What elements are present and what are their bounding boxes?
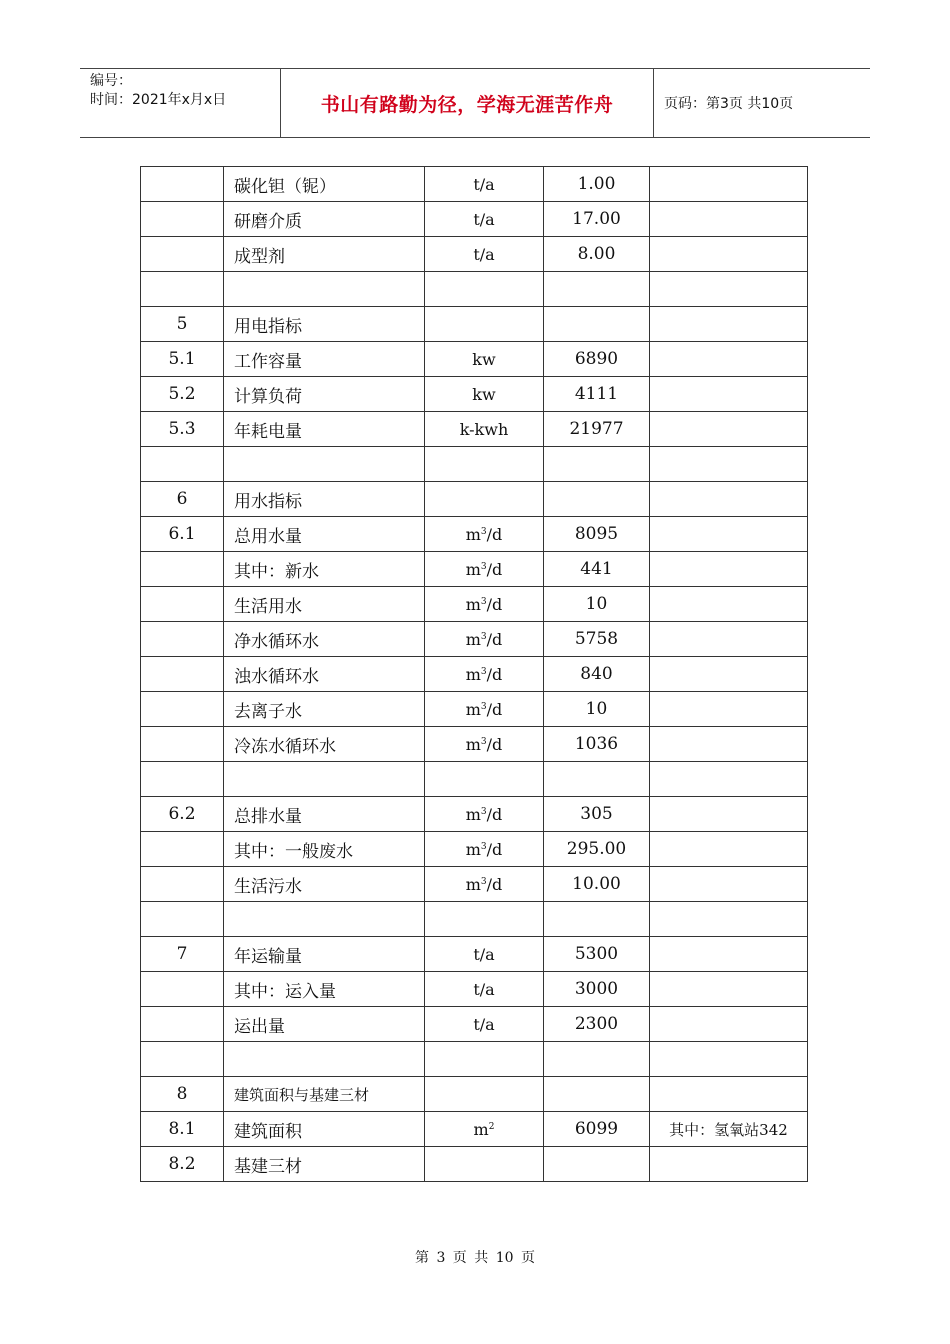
unit-suffix: /d: [486, 524, 503, 544]
value-cell: 3000: [544, 972, 650, 1007]
item-name-cell: 去离子水: [224, 692, 425, 727]
item-name-cell: 冷冻水循环水: [224, 727, 425, 762]
note-cell: [650, 517, 808, 552]
unit-exponent: 3: [480, 701, 487, 712]
unit-exponent: 3: [480, 631, 487, 642]
unit-cell: [425, 412, 544, 447]
value-cell: 441: [544, 552, 650, 587]
unit-cell: [425, 622, 544, 657]
item-number-cell: [141, 202, 224, 237]
item-name-cell: [224, 272, 425, 307]
table-row: [141, 867, 808, 902]
item-name-cell: 其中：一般废水: [224, 832, 425, 867]
unit-base: m: [465, 734, 481, 754]
value-cell: [544, 272, 650, 307]
unit-cell: [425, 552, 544, 587]
value-cell: [544, 447, 650, 482]
note-cell: [650, 587, 808, 622]
note-cell: [650, 1042, 808, 1077]
unit-cell: [425, 762, 544, 797]
value-cell: [544, 307, 650, 342]
item-name-cell: 其中：新水: [224, 552, 425, 587]
value-cell: 1036: [544, 727, 650, 762]
unit-exponent: 3: [480, 876, 487, 887]
unit-cell: [425, 1077, 544, 1112]
unit-cell: [425, 797, 544, 832]
item-name-cell: 计算负荷: [224, 377, 425, 412]
unit-cell: [425, 692, 544, 727]
unit-cell: [425, 307, 544, 342]
note-cell: [650, 902, 808, 937]
table-row: [141, 412, 808, 447]
item-number-cell: 8.1: [141, 1112, 224, 1147]
table-row: [141, 657, 808, 692]
value-cell: [544, 1147, 650, 1182]
value-cell: 10: [544, 587, 650, 622]
item-name-cell: 碳化钽（铌）: [224, 167, 425, 202]
value-cell: 10.00: [544, 867, 650, 902]
note-cell: 其中：氢氧站342: [650, 1112, 808, 1147]
table-row: [141, 482, 808, 517]
unit-suffix: /d: [486, 839, 503, 859]
unit-cell: [425, 342, 544, 377]
unit-exponent: 3: [480, 806, 487, 817]
value-cell: 6890: [544, 342, 650, 377]
item-name-cell: 总排水量: [224, 797, 425, 832]
value-cell: 305: [544, 797, 650, 832]
item-name-cell: 工作容量: [224, 342, 425, 377]
unit-exponent: 3: [480, 596, 487, 607]
item-number-cell: 6: [141, 482, 224, 517]
item-name-cell: 年运输量: [224, 937, 425, 972]
header-meta: [80, 69, 281, 137]
table-row: [141, 307, 808, 342]
item-number-cell: [141, 622, 224, 657]
page-footer: 第 3 页 共 10 页: [415, 1250, 535, 1266]
item-number-cell: [141, 657, 224, 692]
note-cell: [650, 622, 808, 657]
item-number-cell: 5.1: [141, 342, 224, 377]
unit-cell: [425, 272, 544, 307]
item-name-cell: 研磨介质: [224, 202, 425, 237]
item-name-cell: 净水循环水: [224, 622, 425, 657]
unit-base: t/a: [473, 1014, 495, 1034]
table-row: [141, 377, 808, 412]
unit-cell: [425, 937, 544, 972]
unit-base: m: [465, 664, 481, 684]
item-number-cell: 5.3: [141, 412, 224, 447]
unit-suffix: /d: [486, 874, 503, 894]
value-cell: 1.00: [544, 167, 650, 202]
value-cell: 8.00: [544, 237, 650, 272]
table-row: [141, 1147, 808, 1182]
item-number-cell: [141, 447, 224, 482]
note-cell: [650, 482, 808, 517]
unit-exponent: 3: [480, 526, 487, 537]
value-cell: [544, 1042, 650, 1077]
unit-suffix: /d: [486, 804, 503, 824]
value-cell: 4111: [544, 377, 650, 412]
note-cell: [650, 307, 808, 342]
table-row: [141, 552, 808, 587]
note-cell: [650, 832, 808, 867]
unit-cell: [425, 202, 544, 237]
unit-cell: [425, 972, 544, 1007]
item-name-cell: [224, 902, 425, 937]
note-cell: [650, 237, 808, 272]
unit-cell: [425, 377, 544, 412]
value-cell: 17.00: [544, 202, 650, 237]
item-number-cell: [141, 762, 224, 797]
unit-base: m: [465, 699, 481, 719]
unit-exponent: 3: [480, 736, 487, 747]
table-row: [141, 447, 808, 482]
item-number-cell: 6.1: [141, 517, 224, 552]
item-name-cell: 生活污水: [224, 867, 425, 902]
unit-suffix: /d: [486, 699, 503, 719]
item-name-cell: 用水指标: [224, 482, 425, 517]
item-number-cell: [141, 167, 224, 202]
unit-base: kw: [472, 384, 496, 404]
item-number-cell: [141, 867, 224, 902]
unit-cell: [425, 482, 544, 517]
unit-base: k-kwh: [459, 419, 509, 439]
unit-suffix: /d: [486, 664, 503, 684]
table-row: [141, 517, 808, 552]
unit-cell: [425, 657, 544, 692]
item-number-cell: 8.2: [141, 1147, 224, 1182]
note-cell: [650, 692, 808, 727]
item-number-cell: 7: [141, 937, 224, 972]
unit-base: t/a: [473, 979, 495, 999]
unit-base: t/a: [473, 944, 495, 964]
value-cell: [544, 482, 650, 517]
indicator-table-body: [141, 167, 808, 1182]
unit-suffix: /d: [486, 559, 503, 579]
table-row: [141, 1042, 808, 1077]
note-cell: [650, 272, 808, 307]
document-number-label: 编号：: [90, 73, 132, 89]
unit-base: m: [473, 1119, 489, 1139]
unit-cell: [425, 167, 544, 202]
item-name-cell: 浊水循环水: [224, 657, 425, 692]
note-cell: [650, 727, 808, 762]
unit-suffix: /d: [486, 629, 503, 649]
value-cell: 840: [544, 657, 650, 692]
item-number-cell: 5.2: [141, 377, 224, 412]
header-page-info: 页码：第3页 共10页: [664, 96, 794, 112]
item-name-cell: 其中：运入量: [224, 972, 425, 1007]
unit-base: t/a: [473, 209, 495, 229]
unit-base: t/a: [473, 244, 495, 264]
item-name-cell: 建筑面积: [224, 1112, 425, 1147]
item-name-cell: 总用水量: [224, 517, 425, 552]
table-row: [141, 902, 808, 937]
unit-cell: [425, 1042, 544, 1077]
note-cell: [650, 1147, 808, 1182]
item-number-cell: 5: [141, 307, 224, 342]
item-number-cell: [141, 587, 224, 622]
unit-base: t/a: [473, 174, 495, 194]
unit-exponent: 3: [480, 561, 487, 572]
value-cell: [544, 902, 650, 937]
table-row: [141, 342, 808, 377]
unit-exponent: 3: [480, 841, 487, 852]
table-row: [141, 832, 808, 867]
unit-base: m: [465, 874, 481, 894]
item-name-cell: 年耗电量: [224, 412, 425, 447]
note-cell: [650, 377, 808, 412]
unit-cell: [425, 832, 544, 867]
item-name-cell: 建筑面积与基建三材: [224, 1077, 425, 1112]
note-cell: [650, 972, 808, 1007]
unit-cell: [425, 867, 544, 902]
item-name-cell: [224, 1042, 425, 1077]
item-number-cell: 6.2: [141, 797, 224, 832]
note-cell: [650, 552, 808, 587]
note-cell: [650, 797, 808, 832]
item-number-cell: [141, 552, 224, 587]
table-row: [141, 972, 808, 1007]
item-number-cell: [141, 272, 224, 307]
note-cell: [650, 867, 808, 902]
unit-cell: [425, 727, 544, 762]
value-cell: 10: [544, 692, 650, 727]
value-cell: 2300: [544, 1007, 650, 1042]
unit-base: m: [465, 804, 481, 824]
item-number-cell: [141, 727, 224, 762]
table-row: [141, 167, 808, 202]
note-cell: [650, 1007, 808, 1042]
page-header: [80, 68, 870, 138]
note-cell: [650, 937, 808, 972]
unit-cell: [425, 1112, 544, 1147]
value-cell: 8095: [544, 517, 650, 552]
note-cell: [650, 202, 808, 237]
item-number-cell: [141, 1007, 224, 1042]
unit-exponent: 2: [488, 1121, 495, 1132]
note-cell: [650, 1077, 808, 1112]
table-row: [141, 237, 808, 272]
value-cell: 295.00: [544, 832, 650, 867]
value-cell: 21977: [544, 412, 650, 447]
value-cell: [544, 762, 650, 797]
unit-cell: [425, 587, 544, 622]
item-name-cell: [224, 447, 425, 482]
table-row: [141, 797, 808, 832]
item-name-cell: 用电指标: [224, 307, 425, 342]
note-cell: [650, 762, 808, 797]
table-row: [141, 587, 808, 622]
item-number-cell: [141, 692, 224, 727]
item-number-cell: [141, 237, 224, 272]
table-row: [141, 692, 808, 727]
item-number-cell: [141, 1042, 224, 1077]
table-row: [141, 937, 808, 972]
unit-suffix: /d: [486, 594, 503, 614]
table-row: [141, 727, 808, 762]
unit-base: m: [465, 839, 481, 859]
unit-base: m: [465, 629, 481, 649]
value-cell: [544, 1077, 650, 1112]
note-cell: [650, 447, 808, 482]
unit-cell: [425, 1147, 544, 1182]
table-row: [141, 762, 808, 797]
unit-cell: [425, 517, 544, 552]
table-row: [141, 202, 808, 237]
value-cell: 5300: [544, 937, 650, 972]
item-name-cell: [224, 762, 425, 797]
unit-cell: [425, 237, 544, 272]
value-cell: 5758: [544, 622, 650, 657]
table-row: [141, 1007, 808, 1042]
note-cell: [650, 412, 808, 447]
item-name-cell: 基建三材: [224, 1147, 425, 1182]
note-cell: [650, 342, 808, 377]
table-row: [141, 622, 808, 657]
indicator-table: [140, 166, 808, 1182]
item-number-cell: 8: [141, 1077, 224, 1112]
value-cell: 6099: [544, 1112, 650, 1147]
unit-cell: [425, 447, 544, 482]
unit-suffix: /d: [486, 734, 503, 754]
table-row: [141, 1077, 808, 1112]
item-name-cell: 运出量: [224, 1007, 425, 1042]
unit-cell: [425, 902, 544, 937]
table-row: [141, 1112, 808, 1147]
item-name-cell: 生活用水: [224, 587, 425, 622]
document-time-label: 时间：2021年x月x日: [90, 92, 227, 108]
unit-base: kw: [472, 349, 496, 369]
unit-base: m: [465, 559, 481, 579]
unit-base: m: [465, 594, 481, 614]
item-number-cell: [141, 832, 224, 867]
item-number-cell: [141, 972, 224, 1007]
header-motto: 书山有路勤为径，学海无涯苦作舟: [281, 69, 654, 137]
table-row: [141, 272, 808, 307]
item-number-cell: [141, 902, 224, 937]
note-cell: [650, 657, 808, 692]
item-name-cell: 成型剂: [224, 237, 425, 272]
note-cell: [650, 167, 808, 202]
unit-base: m: [465, 524, 481, 544]
unit-exponent: 3: [480, 666, 487, 677]
unit-cell: [425, 1007, 544, 1042]
